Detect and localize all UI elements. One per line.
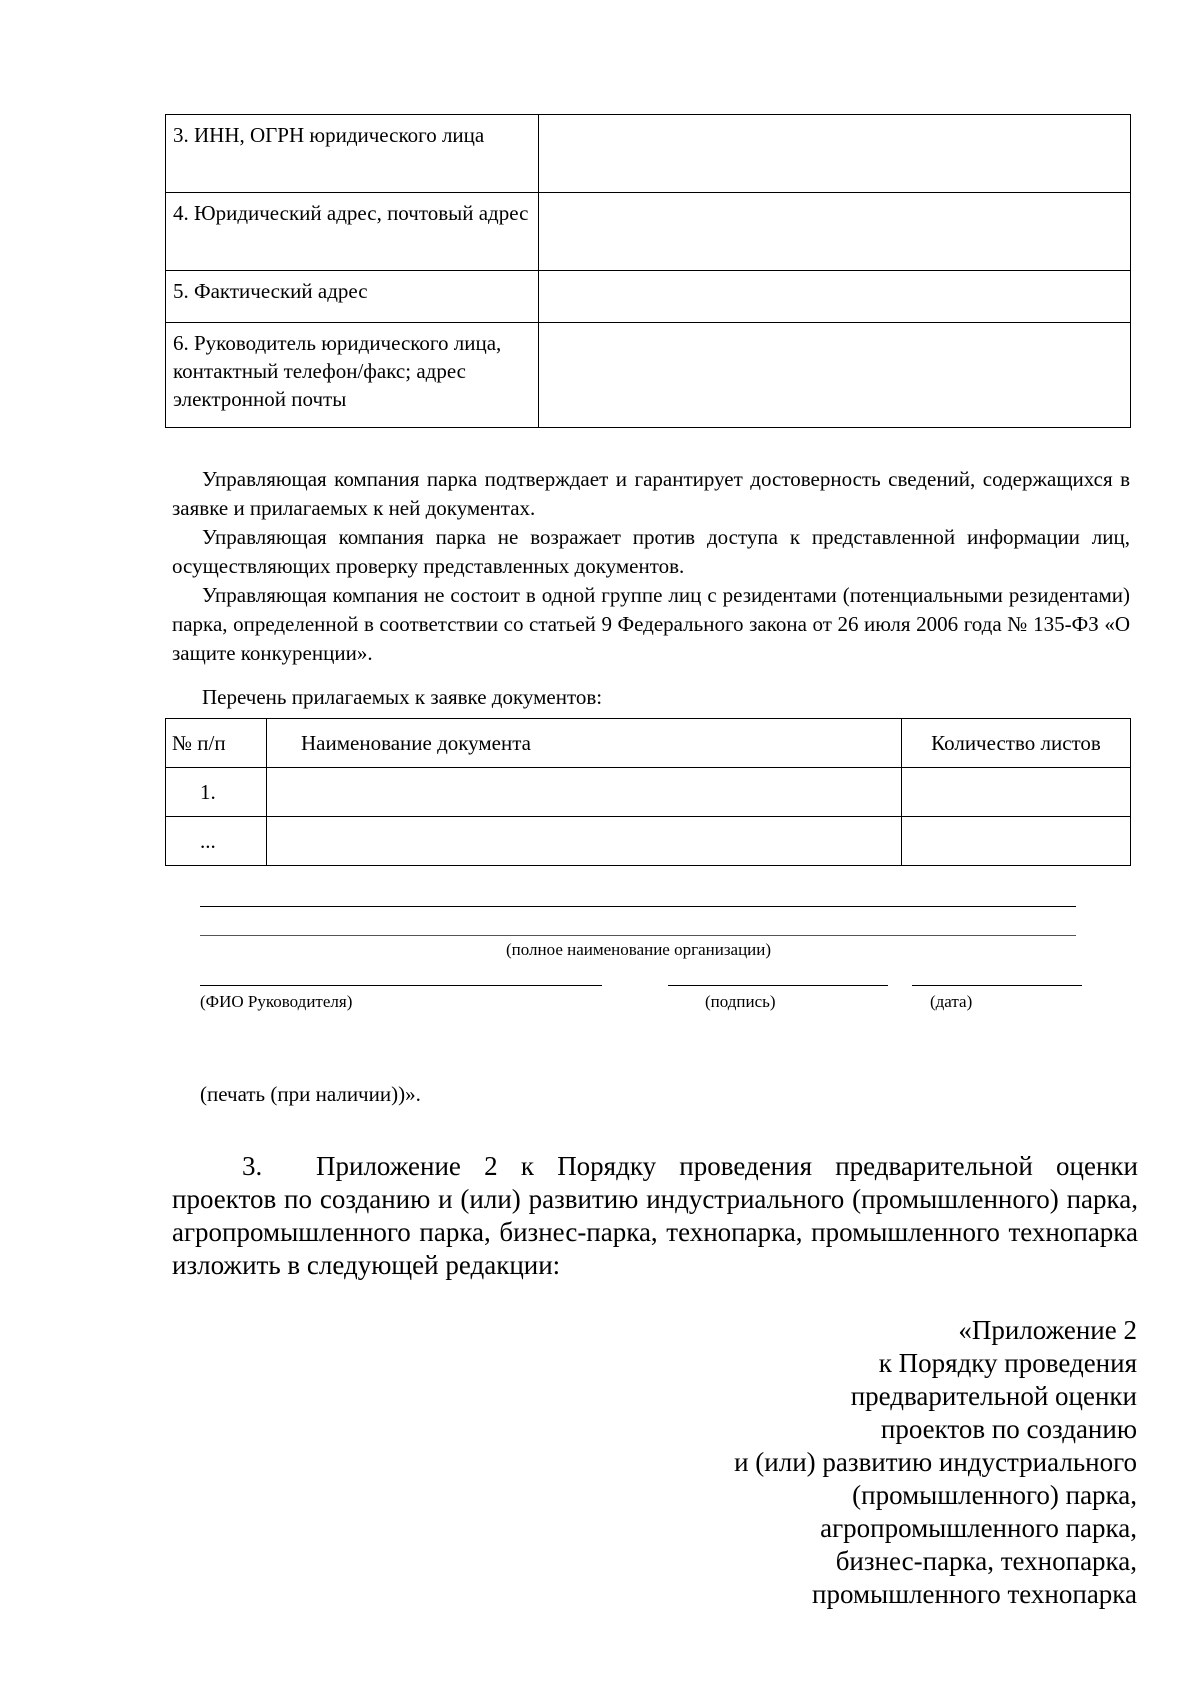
date-caption: (дата): [930, 992, 973, 1011]
appendix-line: агропромышленного парка,: [820, 1513, 1137, 1543]
table-row: [166, 193, 1131, 271]
fio-caption: (ФИО Руководителя): [200, 992, 353, 1011]
info-label: 6. Руководитель юридического лица, контактный телефон/факс; адрес электронной почты: [166, 323, 539, 428]
paragraph-text: Управляющая компания не состоит в одной группе лиц с резидентами (потенциальными резидентами) парка, определенной в соответствии со статьей 9 Федерального закона от 26 июля 2006 года № 135-ФЗ «О защите конкуренции».: [172, 583, 1130, 665]
column-header-name: Наименование документа: [267, 719, 902, 768]
appendix-line: (промышленного) парка,: [852, 1480, 1137, 1510]
cell-number: 1.: [166, 768, 267, 817]
appendix-header: [734, 1314, 1137, 1611]
signature-line: [668, 985, 888, 986]
info-value: [539, 115, 1131, 193]
appendix-line: «Приложение 2: [958, 1315, 1137, 1345]
info-value: [539, 271, 1131, 323]
section-text: Приложение 2 к Порядку проведения предварительной оценки проектов по созданию и (или) развитию индустриального (промышленного) парка, агропромышленного парка, бизнес-парка, технопарка, промышленного технопарка изложить в следующей редакции:: [172, 1151, 1138, 1280]
paragraph-access: [172, 523, 1130, 581]
documents-table: [165, 718, 1131, 866]
appendix-line: промышленного технопарка: [812, 1579, 1137, 1609]
table-header-row: [166, 719, 1131, 768]
stamp-note: (печать (при наличии))».: [200, 1082, 421, 1106]
table-row: [166, 817, 1131, 866]
cell-name: [267, 768, 902, 817]
appendix-line: проектов по созданию: [880, 1414, 1137, 1444]
amendment-section: [172, 1150, 1138, 1282]
table-row: [166, 323, 1131, 428]
table-row: [166, 768, 1131, 817]
org-name-caption: (полное наименование организации): [506, 940, 772, 959]
paragraph-text: Управляющая компания парка не возражает против доступа к представленной информации лиц, осуществляющих проверку представленных документов.: [172, 525, 1130, 578]
info-label: 4. Юридический адрес, почтовый адрес: [166, 193, 539, 271]
paragraph-text: Управляющая компания парка подтверждает и гарантирует достоверность сведений, содержащихся в заявке и прилагаемых к ней документах.: [172, 467, 1130, 520]
cell-pages: [902, 817, 1131, 866]
section-number: 3.: [242, 1151, 263, 1181]
table-row: [166, 115, 1131, 193]
info-value: [539, 323, 1131, 428]
fio-line: [200, 985, 602, 986]
applicant-info-table: [165, 114, 1131, 428]
appendix-line: к Порядку проведения: [878, 1348, 1137, 1378]
cell-pages: [902, 768, 1131, 817]
cell-name: [267, 817, 902, 866]
appendix-line: и (или) развитию индустриального: [734, 1447, 1137, 1477]
column-header-pages: Количество листов: [902, 719, 1131, 768]
date-line: [912, 985, 1082, 986]
column-header-number: № п/п: [166, 719, 267, 768]
info-label: 3. ИНН, ОГРН юридического лица: [166, 115, 539, 193]
org-name-line-1: [200, 906, 1076, 907]
appendix-line: предварительной оценки: [850, 1381, 1137, 1411]
appendix-line: бизнес-парка, технопарка,: [835, 1546, 1137, 1576]
paragraph-guarantee: [172, 465, 1130, 523]
docs-intro: Перечень прилагаемых к заявке документов:: [202, 685, 603, 709]
signature-caption: (подпись): [705, 992, 776, 1011]
info-label: 5. Фактический адрес: [166, 271, 539, 323]
cell-number: ...: [166, 817, 267, 866]
paragraph-group: [172, 581, 1130, 668]
table-row: [166, 271, 1131, 323]
info-value: [539, 193, 1131, 271]
org-name-line-2: [200, 935, 1076, 936]
